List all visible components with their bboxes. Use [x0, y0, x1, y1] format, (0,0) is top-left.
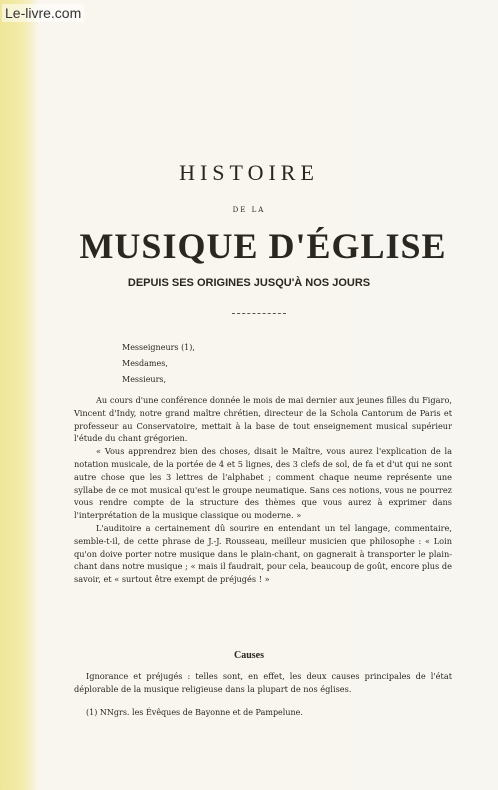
section-paragraph: Ignorance et préjugés : telles sont, en effet, les deux causes principales de l'état déplorable de la musique religieuse dans la plupart de nos églises. [74, 671, 452, 694]
ornamental-divider [232, 313, 286, 314]
title-line2: MUSIQUE D'ÉGLISE [79, 226, 447, 266]
body-paragraph-2: « Vous apprendrez bien des choses, disait le Maître, vous aurez l'explication de la notation musicale, de la portée de 4 et 5 lignes, des 3 clefs de sol, de fa et d'ut qui ne sont autre chose que les 3 lettres de l'alphabet ; comment chaque neume représente une syllabe de ce mot musical qu'est le groupe neumatique. Sans ces notions, vous ne pourrez vous rendre compte de la structure des thèmes que vous aurez à exprimer dans l'interprétation de la musique classique ou moderne. » [74, 446, 452, 521]
section-text [74, 670, 452, 696]
watermark: Le-livre.com [2, 4, 84, 22]
body-paragraph-3: L'auditoire a certainement dû sourire en entendant un tel langage, commentaire, semble-t-il, de cette phrase de J.-J. Rousseau, meilleur musicien que philosophe : « Loin qu'on doive porter notre musique dans le plain-chant, on gagnerait à transporter le plain-chant dans notre musique ; « mais il faudrait, pour cela, beaucoup de goût, encore plus de savoir, et « surtout être exempt de préjugés ! » [74, 522, 452, 585]
salutation [122, 340, 195, 388]
title-connector: DE LA [232, 206, 266, 214]
body-paragraph-1: Au cours d'une conférence donnée le mois de mai dernier aux jeunes filles du Figaro, Vincent d'Indy, notre grand maître chrétien, directeur de la Schola Cantorum de Paris et professeur au Conservatoire, mettait à la base de tout enseignement musical supérieur l'étude du chant grégorien. [74, 395, 452, 444]
body-text [74, 394, 452, 586]
salutation-line2: Mesdames, [122, 359, 168, 368]
title-line1: HISTOIRE [179, 160, 319, 185]
section-heading: Causes [233, 650, 264, 661]
footnote: (1) NNgrs. les Évêques de Bayonne et de Pampelune. [86, 708, 303, 717]
subtitle: DEPUIS SES ORIGINES JUSQU'À NOS JOURS [127, 277, 371, 289]
salutation-line1: Messeigneurs (1), [122, 343, 195, 352]
salutation-line3: Messieurs, [122, 375, 167, 384]
